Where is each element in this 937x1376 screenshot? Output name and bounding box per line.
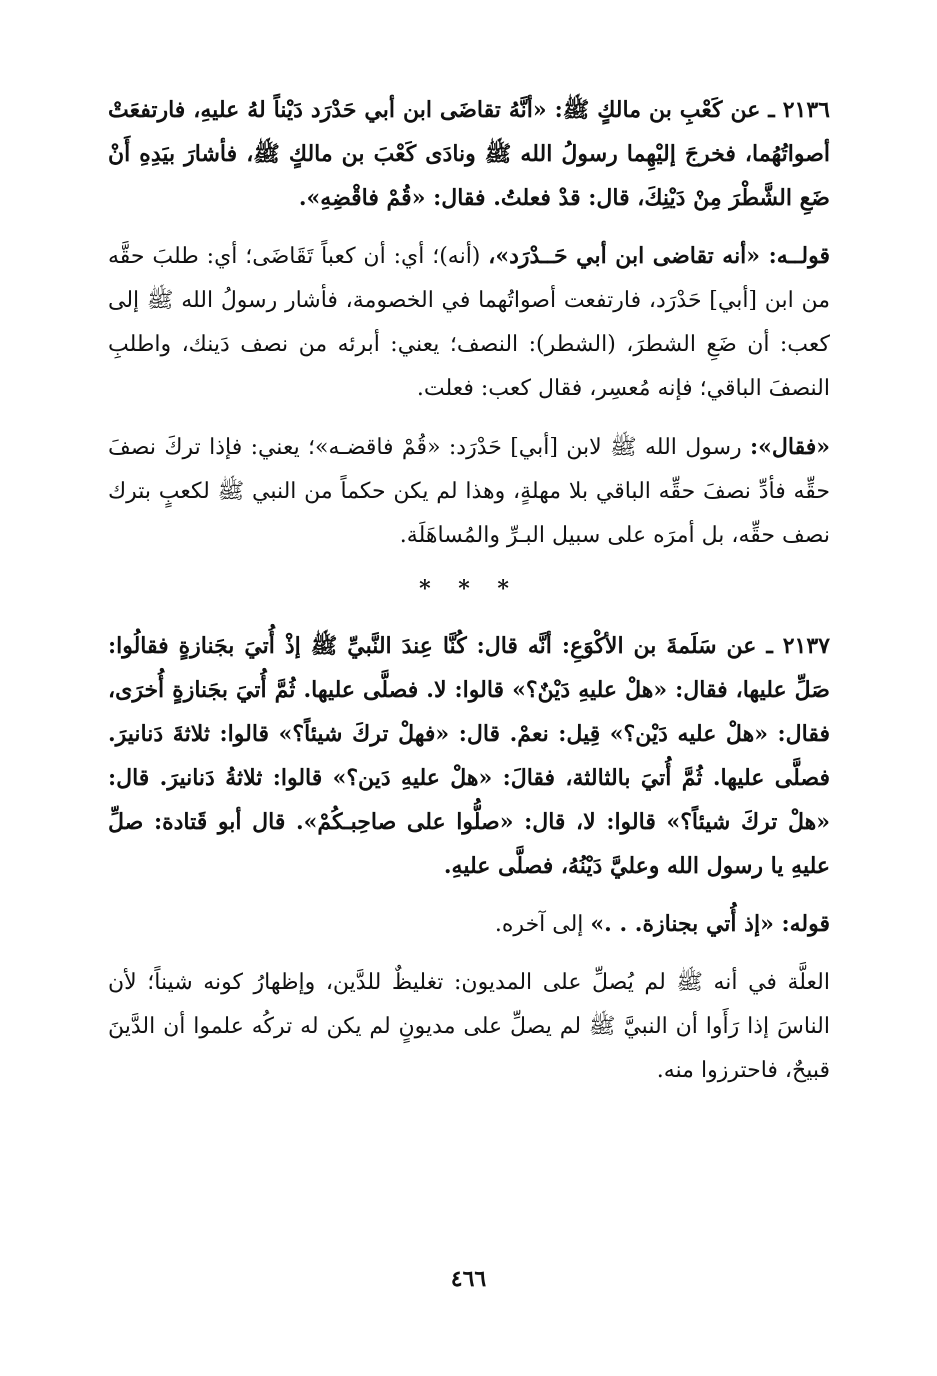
commentary-paragraph — [108, 234, 830, 411]
commentary-paragraph — [108, 902, 830, 947]
commentary-lead: «فقال»: — [750, 434, 830, 460]
page-number: ٤٦٦ — [450, 1266, 487, 1292]
commentary-paragraph — [108, 425, 830, 558]
commentary-text: العلَّة في أنه ﷺ لم يُصلِّ على المديون: تغليظٌ للدَّين، وإظهارُ كونه شيناً؛ لأن الناسَ إذا رَأَوا أن النبيَّ ﷺ لم يصلِّ على مديونٍ لم يكن له تركُه علموا أن الدَّينَ قبيحٌ، فاحترزوا منه. — [108, 970, 830, 1083]
commentary-text: رسول الله ﷺ لابن [أبي] حَدْرَد: «قُمْ فاقضـه»؛ يعني: فإذا تركَ نصفَ حقِّه فأدِّ نصفَ حقِّه الباقي بلا مهلةٍ، وهذا لم يكن حكماً من النبي ﷺ لكعبٍ بترك نصف حقِّه، بل أمرَه على سبيل البـرِّ والمُساهَلَة. — [108, 435, 830, 548]
hadith-number: ٢١٣٦ — [782, 97, 830, 123]
section-separator: * * * — [419, 576, 519, 602]
commentary-paragraph — [108, 961, 830, 1093]
commentary-lead: قوله: «إذ أُتي بجنازة. . .» — [590, 911, 830, 937]
hadith-2136 — [108, 88, 830, 220]
hadith-2137 — [108, 624, 830, 888]
page-body — [108, 88, 830, 1093]
commentary-text: إلى آخره. — [494, 912, 591, 937]
commentary-lead: قولــه: «أنه تقاضى ابن أبي حَــدْرَد»، — [488, 243, 830, 269]
hadith-text: ـ عن كَعْبِ بن مالكٍ ﷺ: «أنَّهُ تقاضَى ابن أبي حَدْرَد دَيْناً لهُ عليهِ، فارتفعَتْ أصواتُهُما، فخرجَ إليْهِما رسولُ الله ﷺ ونادَى كَعْبَ بن مالكٍ ﷺ، فأشارَ بيَدِهِ أَنْ ضَعِ الشَّطْرَ مِنْ دَيْنِكَ، قال: قدْ فعلتُ. فقال: «قُمْ فاقْضِهِ». — [108, 97, 830, 211]
commentary-text: (أنه)؛ أي: أن كعباً تَقَاضَى؛ أي: طلبَ حقَّه من ابن [أبي] حَدْرَد، فارتفعت أصواتُهما في الخصومة، فأشار رسولُ الله ﷺ إلى كعب: أن ضَعِ الشطرَ، (الشطر): النصف؛ يعني: أبرئه من نصف دَينك، واطلبِ النصفَ الباقي؛ فإنه مُعسِر، فقال كعب: فعلت. — [108, 244, 830, 401]
hadith-text: ـ عن سَلَمةَ بن الأكْوَعِ: أنَّه قال: كُنَّا عِندَ النَّبيِّ ﷺ إذْ أُتيَ بجَنازةٍ فقالُوا: صَلِّ عليها، فقال: «هلْ عليهِ دَيْنٌ؟» قالوا: لا. فصلَّى عليها. ثُمَّ أُتيَ بجَنازةٍ أُخرَى، فقال: «هلْ عليه دَيْن؟» قِيل: نعمْ. قال: «فهلْ تركَ شيئاً؟» قالوا: ثلاثةَ دَنانيرَ. فصلَّى عليها. ثُمَّ أُتيَ بالثالثة، فقالَ: «هلْ عليهِ دَين؟» قالوا: ثلاثةُ دَنانيرَ. قال: «هلْ تركَ شيئاً؟» قالوا: لا، قال: «صلُّوا على صاحِبـكُمْ». قال أبو قَتادة: صلِّ عليهِ يا رسول الله وعليَّ دَيْنُهُ، فصلَّى عليهِ. — [108, 633, 830, 879]
hadith-number: ٢١٣٧ — [782, 633, 830, 659]
